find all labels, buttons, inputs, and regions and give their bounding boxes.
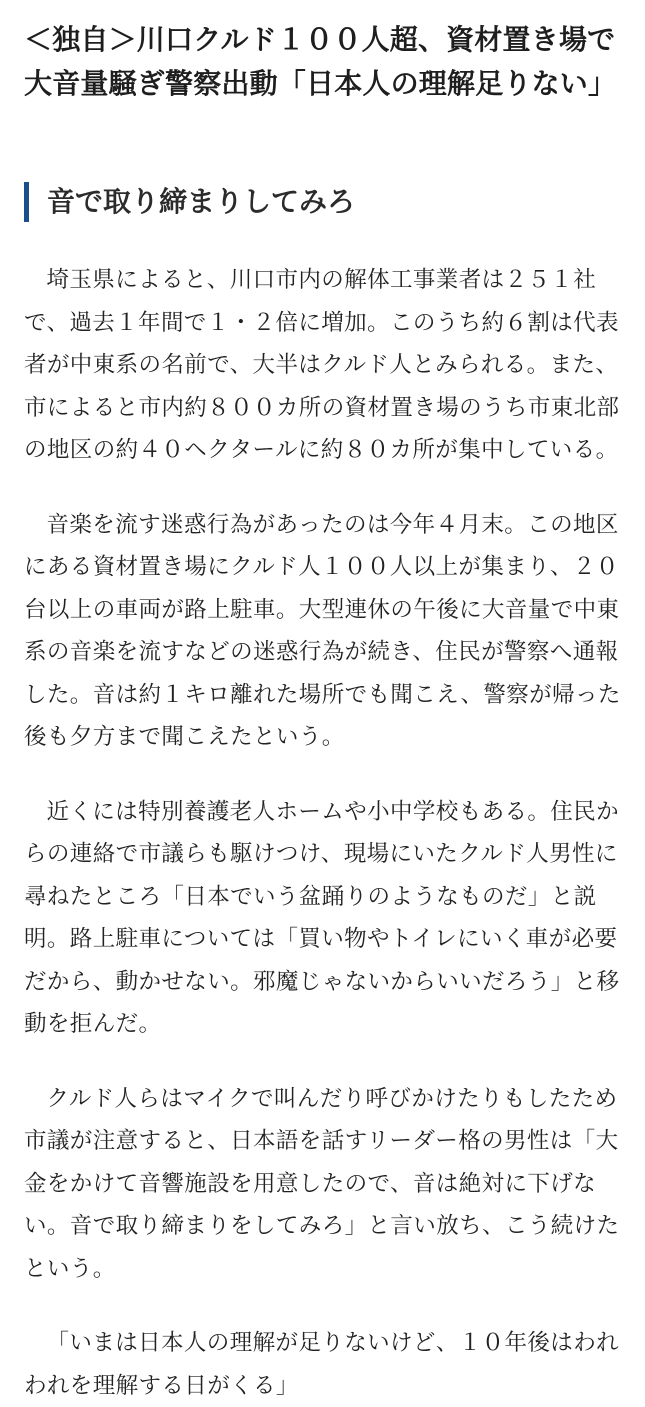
subheading-accent-bar — [24, 182, 29, 222]
article-paragraph: 音楽を流す迷惑行為があったのは今年４月末。この地区にある資材置き場にクルド人１００人以上が集まり、２０台以上の車両が路上駐車。大型連休の午後に大音量で中東系の音楽を流すなどの迷惑行為が続き、住民が警察へ通報した。音は約１キロ離れた場所でも聞こえ、警察が帰った後も夕方まで聞こえたという。 — [24, 511, 621, 750]
article-paragraph: 埼玉県によると、川口市内の解体工事業者は２５１社で、過去１年間で１・２倍に増加。このうち約６割は代表者が中東系の名前で、大半はクルド人とみられる。また、市によると市内約８００カ所の資材置き場のうち市東北部の地区の約４０ヘクタールに約８０カ所が集中している。 — [24, 267, 620, 463]
article-paragraph: クルド人らはマイクで叫んだり呼びかけたりもしたため市議が注意すると、日本語を話すリーダー格の男性は「大金をかけて音響施設を用意したので、音は絶対に下げない。音で取り締まりをしてみろ」と言い放ち、こう続けたという。 — [24, 1085, 620, 1282]
article-body — [24, 259, 624, 1407]
article-paragraph: 近くには特別養護老人ホームや小中学校もある。住民からの連絡で市議らも駆けつけ、現場にいたクルド人男性に尋ねたところ「日本でいう盆踊りのようなものだ」と説明。路上駐車については「買い物やトイレにいく車が必要だから、動かせない。邪魔じゃないからいいだろう」と移動を拒んだ。 — [24, 798, 620, 1037]
article — [24, 0, 624, 1407]
article-paragraph: 「いまは日本人の理解が足りないけど、１０年後はわれわれを理解する日がくる」 — [24, 1330, 620, 1399]
article-headline: ＜独自＞川口クルド１００人超、資材置き場で大音量騒ぎ警察出動「日本人の理解足りない」 — [24, 23, 617, 100]
section-subheading — [24, 182, 624, 222]
subheading-text: 音で取り締まりしてみろ — [47, 185, 356, 218]
